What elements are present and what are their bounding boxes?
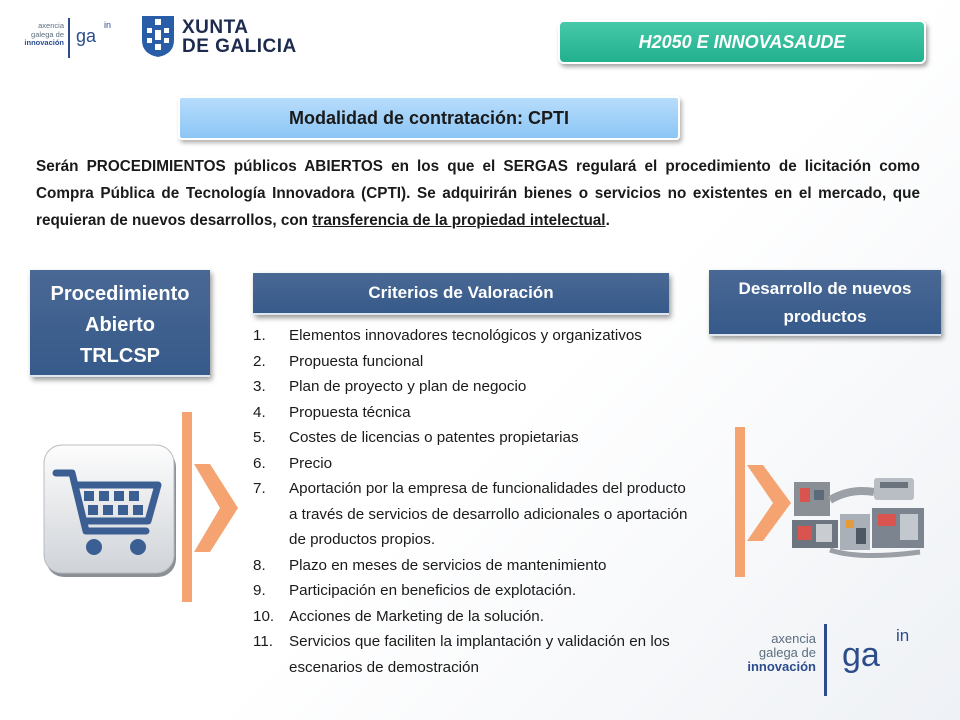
gain-big-line1: axencia [771,631,816,646]
criteria-item: 10. Acciones de Marketing de la solución. [253,607,544,625]
development-line2: productos [783,307,867,326]
gain-logo-small-text [14,22,64,48]
gain-big-sup: in [896,626,910,645]
gain-small-word: ga [76,26,97,46]
criteria-item: 3. Plan de proyecto y plan de negocio [253,378,527,395]
criteria-item: 8. Plazo en meses de servicios de mantenimiento [253,556,607,574]
xunta-shield-icon [140,14,176,58]
right-arrow-icon [733,427,793,617]
procedure-box [30,270,210,377]
gain-big-line2: galega de [758,645,816,660]
procedure-line2: Abierto [85,314,155,336]
criteria-item: 5. Costes de licencias o patentes propietarias [253,429,579,446]
development-line1: Desarrollo de nuevos [738,279,912,298]
gain-small-divider [68,18,70,58]
gain-small-sup: in [104,20,112,30]
criteria-item: 9. Participación en beneficios de explotación. [253,582,577,599]
gain-big-divider [824,624,827,696]
right-arrow-icon [180,412,240,602]
intro-paragraph [36,153,920,234]
gain-small-line3: innovación [24,38,64,47]
criteria-title: Criterios de Valoración [253,273,669,315]
xunta-line1: XUNTA [182,17,249,38]
gain-small-line2: galega de [31,29,64,39]
criteria-item: 6. Precio [253,454,333,472]
industrial-machinery-illustration [790,470,930,560]
xunta-line2: DE GALICIA [182,36,297,57]
modality-title: Modalidad de contratación: CPTI [178,96,680,140]
project-tag: H2050 E INNOVASAUDE [558,20,926,64]
procedure-line1: Procedimiento [50,283,190,305]
xunta-logo-text [182,18,297,56]
criteria-item: 4. Propuesta técnica [253,403,411,421]
criteria-item: 7. Aportación por la empresa de funcionalidades del producto a través de servicios de desarrollo adicionales o aportación de productos propios. [253,480,688,548]
criteria-item: 11. Servicios que faciliten la implantación y validación en los escenarios de demostración [253,633,670,676]
intro-end: . [605,212,610,229]
intro-underlined: transferencia de la propiedad intelectual [312,212,606,229]
gain-logo-small [14,18,126,60]
procedure-line3: TRLCSP [80,345,160,367]
xunta-logo [140,14,300,60]
gain-big-word: ga [842,636,880,674]
criteria-item: 2. Propuesta funcional [253,352,424,370]
cart-panel [20,421,190,586]
gain-small-line1: axencia [38,21,64,30]
intro-text: Serán PROCEDIMIENTOS públicos ABIERTOS en los que el SERGAS regulará el procedimiento de licitación como Compra Pública de Tecnología Innovadora (CPTI). Se adquirirán bienes o servicios no existentes en el mercado, que requieran de nuevos desarrollos, con [36,158,920,229]
criteria-list [253,323,693,680]
shopping-cart-icon [42,443,182,583]
development-box [709,270,941,336]
gain-big-line3: innovación [747,659,816,674]
gain-logo-large [746,622,946,698]
gain-logo-large-text [746,632,816,674]
criteria-item: 1. Elementos innovadores tecnológicos y organizativos [253,327,642,344]
